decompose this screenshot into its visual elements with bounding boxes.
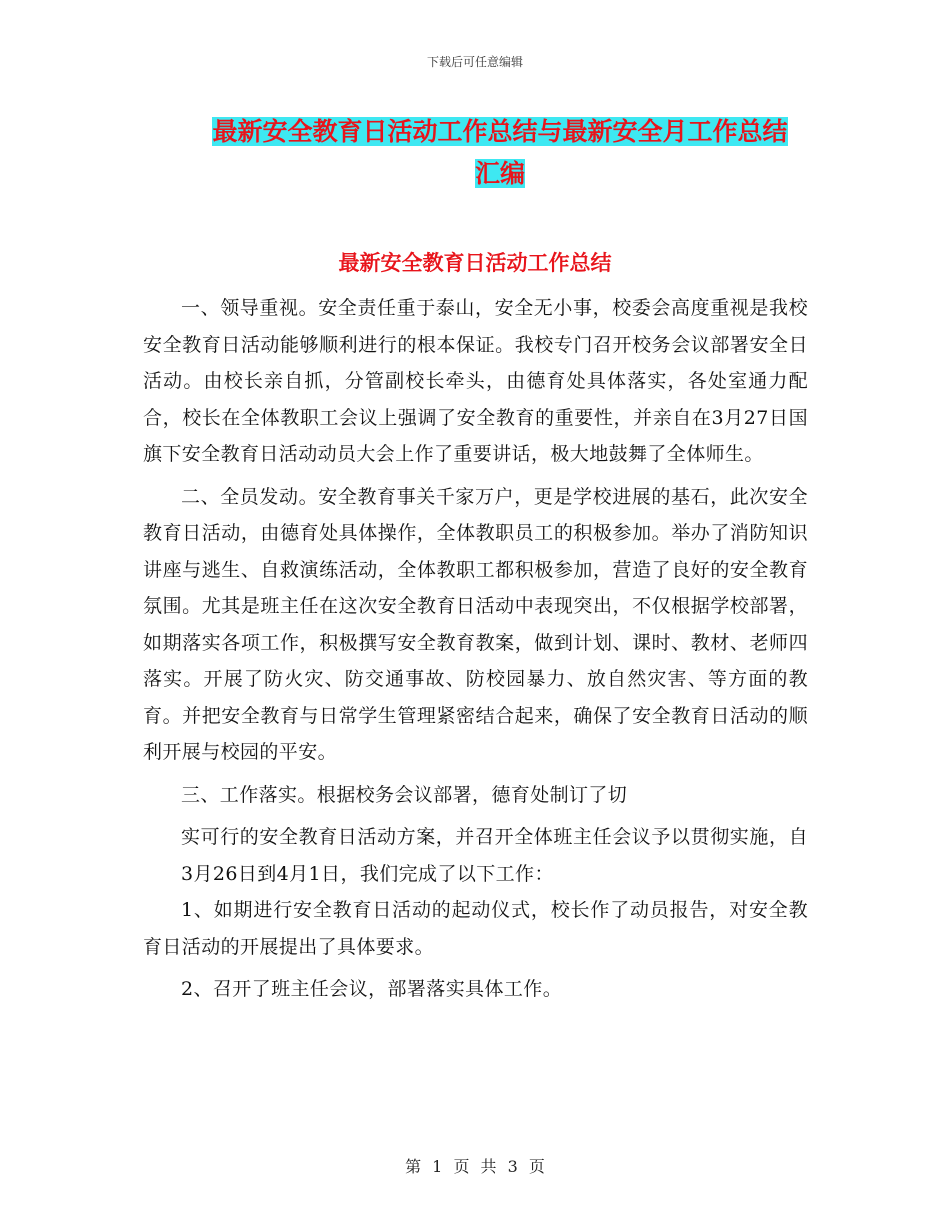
document-body [143, 290, 808, 1014]
page-footer: 第 1 页 共 3 页 [405, 1157, 545, 1176]
document-title [190, 111, 810, 195]
section-title: 最新安全教育日活动工作总结 [338, 251, 612, 275]
paragraph-implementation-continued: 实可行的安全教育日活动方案，并召开全体班主任会议予以贯彻实施，自3月26日到4月1日，我们完成了以下工作： [181, 826, 808, 885]
document-title-line2: 汇编 [474, 159, 525, 188]
paragraph-item-2: 2、召开了班主任会议，部署落实具体工作。 [181, 978, 563, 1000]
paragraph-mobilization: 二、全员发动。安全教育事关千家万户，更是学校进展的基石，此次安全教育日活动，由德育处具体操作，全体教职员工的积极参加。举办了消防知识讲座与逃生、自救演练活动，全体教职工都积极参加，营造了良好的安全教育氛围。尤其是班主任在这次安全教育日活动中表现突出，不仅根据学校部署，如期落实各项工作，积极撰写安全教育教案，做到计划、课时、教材、老师四落实。开展了防火灾、防交通事故、防校园暴力、放自然灾害、等方面的教育。并把安全教育与日常学生管理紧密结合起来，确保了安全教育日活动的顺利开展与校园的平安。 [143, 485, 808, 763]
header-note: 下载后可任意编辑 [426, 55, 523, 69]
paragraph-item-1: 1、如期进行安全教育日活动的起动仪式，校长作了动员报告，对安全教育日活动的开展提出了具体要求。 [143, 899, 808, 958]
document-title-line1: 最新安全教育日活动工作总结与最新安全月工作总结 [212, 117, 788, 146]
paragraph-implementation: 三、工作落实。根据校务会议部署，德育处制订了切 [181, 783, 628, 806]
paragraph-leadership: 一、领导重视。安全责任重于泰山，安全无小事，校委会高度重视是我校安全教育日活动能够顺利进行的根本保证。我校专门召开校务会议部署安全日活动。由校长亲自抓，分管副校长牵头，由德育处具体落实，各处室通力配合，校长在全体教职工会议上强调了安全教育的重要性，并亲自在3月27日国旗下安全教育日活动动员大会上作了重要讲话，极大地鼓舞了全体师生。 [143, 297, 808, 465]
